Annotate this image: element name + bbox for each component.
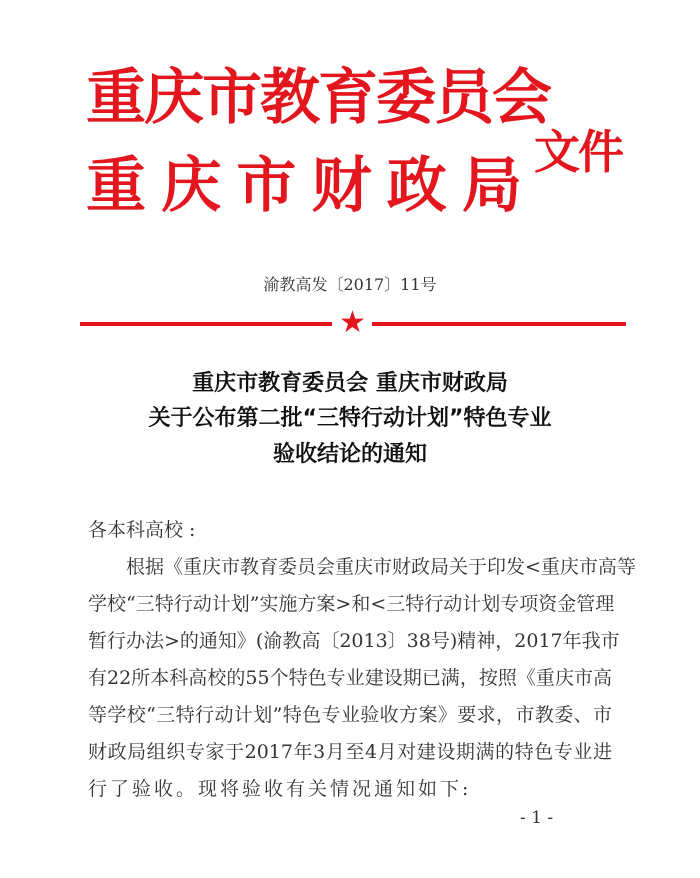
page-number: - 1 - bbox=[520, 808, 554, 828]
document-number: 渝教高发〔2017〕11号 bbox=[263, 275, 437, 294]
body-line: 财政局组织专家于2017年3月至4月对建设期满的特色专业进 bbox=[88, 741, 612, 763]
document-type-label: 文件 bbox=[534, 125, 622, 179]
red-divider-left bbox=[80, 322, 332, 326]
body-line: 行了验收。现将验收有关情况通知如下: bbox=[88, 778, 472, 800]
body-line: 暂行办法>的通知》(渝教高〔2013〕38号)精神，2017年我市 bbox=[88, 630, 620, 652]
notice-title-line-3: 验收结论的通知 bbox=[272, 442, 427, 467]
notice-title-line-1: 重庆市教育委员会 重庆市财政局 bbox=[192, 371, 508, 396]
salutation: 各本科高校 : bbox=[88, 519, 196, 541]
notice-title-line-2: 关于公布第二批“三特行动计划”特色专业 bbox=[148, 406, 552, 431]
red-divider-right bbox=[372, 322, 626, 326]
body-line: 有22所本科高校的55个特色专业建设期已满，按照《重庆市高 bbox=[88, 667, 612, 689]
body-line: 等学校“三特行动计划”特色专业验收方案》要求，市教委、市 bbox=[88, 704, 612, 726]
body-line: 学校“三特行动计划”实施方案>和<三特行动计划专项资金管理 bbox=[88, 593, 615, 615]
issuer-line-finance-bureau: 重庆市财政局 bbox=[86, 151, 522, 221]
body-line: 根据《重庆市教育委员会重庆市财政局关于印发<重庆市高等 bbox=[88, 556, 636, 578]
star-icon: ★ bbox=[339, 305, 366, 340]
issuer-line-education-commission: 重庆市教育委员会 bbox=[86, 63, 550, 133]
